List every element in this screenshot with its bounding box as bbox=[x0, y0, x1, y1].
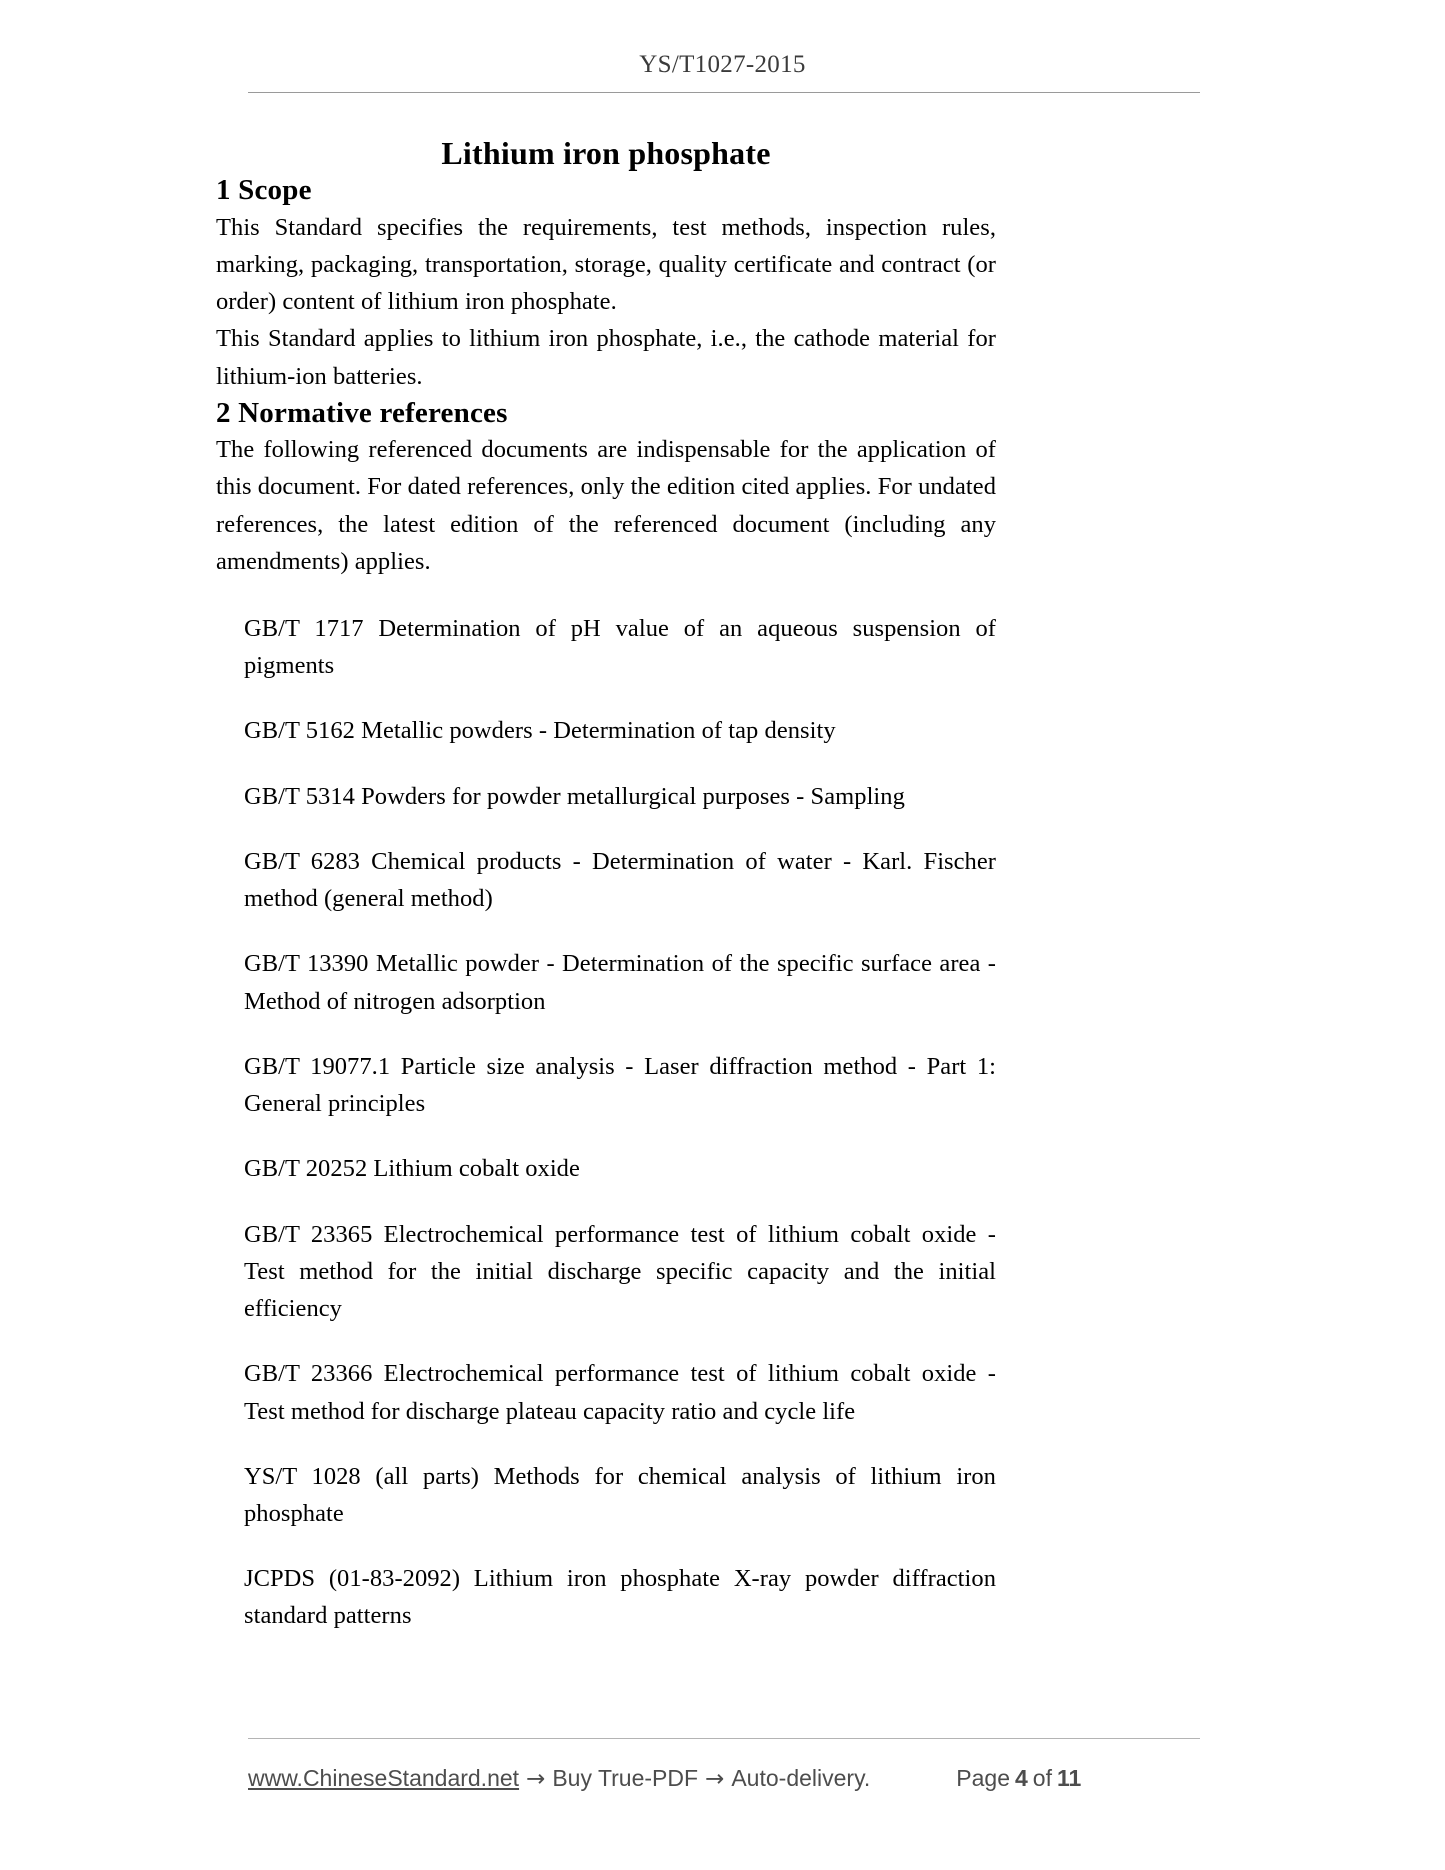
section-heading-scope: 1 Scope bbox=[216, 174, 312, 207]
list-item: GB/T 23365 Electrochemical performance test of lithium cobalt oxide - Test method for the initial discharge specific capacity and the initial efficiency bbox=[244, 1220, 996, 1323]
list-item: GB/T 5162 Metallic powders - Determination of tap density bbox=[244, 717, 836, 745]
list-item: YS/T 1028 (all parts) Methods for chemical analysis of lithium iron phosphate bbox=[244, 1462, 996, 1527]
total-page-number: 11 bbox=[1056, 1764, 1082, 1791]
footer-promo bbox=[248, 1765, 870, 1792]
page-word: Page bbox=[956, 1764, 1010, 1791]
current-page-number: 4 bbox=[1014, 1764, 1028, 1791]
scope-paragraph-2: This Standard applies to lithium iron phosphate, i.e., the cathode material for lithium-ion batteries. bbox=[216, 325, 996, 390]
normative-references-intro: The following referenced documents are indispensable for the application of this document. For dated references, only the edition cited applies. For undated references, the latest edition of the referenced document (including any amendments) applies. bbox=[216, 436, 996, 575]
standard-code: YS/T1027-2015 bbox=[639, 51, 806, 78]
list-item: GB/T 1717 Determination of pH value of an aqueous suspension of pigments bbox=[244, 615, 996, 680]
list-item: GB/T 19077.1 Particle size analysis - Laser diffraction method - Part 1: General principles bbox=[244, 1052, 996, 1118]
list-item: GB/T 13390 Metallic powder - Determination of the specific surface area - Method of nitrogen adsorption bbox=[244, 950, 996, 1015]
website-link[interactable]: www.ChineseStandard.net bbox=[248, 1764, 520, 1791]
list-item: GB/T 5314 Powders for powder metallurgical purposes - Sampling bbox=[244, 782, 905, 810]
section-heading-normative-references: 2 Normative references bbox=[216, 396, 508, 429]
page-title: Lithium iron phosphate bbox=[441, 135, 771, 171]
buy-label: Buy True-PDF bbox=[552, 1764, 699, 1791]
list-item: GB/T 23366 Electrochemical performance test of lithium cobalt oxide - Test method for discharge plateau capacity ratio and cycle life bbox=[244, 1360, 996, 1425]
delivery-label: Auto-delivery. bbox=[731, 1764, 871, 1791]
list-item: GB/T 20252 Lithium cobalt oxide bbox=[244, 1155, 580, 1183]
running-header bbox=[248, 52, 1197, 77]
arrow-right-icon: → bbox=[526, 1765, 546, 1792]
footer-divider bbox=[248, 1738, 1200, 1739]
scope-paragraph-1: This Standard specifies the requirements, test methods, inspection rules, marking, packaging, transportation, storage, quality certificate and contract (or order) content of lithium iron phosphate. bbox=[216, 213, 996, 316]
page-footer bbox=[248, 1758, 1200, 1798]
normative-reference-list bbox=[216, 610, 996, 1635]
list-item: GB/T 6283 Chemical products - Determination of water - Karl. Fischer method (general method) bbox=[244, 847, 996, 913]
header-divider bbox=[248, 92, 1200, 93]
list-item: JCPDS (01-83-2092) Lithium iron phosphate X-ray powder diffraction standard patterns bbox=[244, 1565, 996, 1630]
of-word: of bbox=[1032, 1764, 1052, 1791]
page-indicator bbox=[956, 1765, 1081, 1792]
page-content bbox=[216, 120, 996, 1635]
arrow-right-icon: → bbox=[705, 1765, 725, 1792]
